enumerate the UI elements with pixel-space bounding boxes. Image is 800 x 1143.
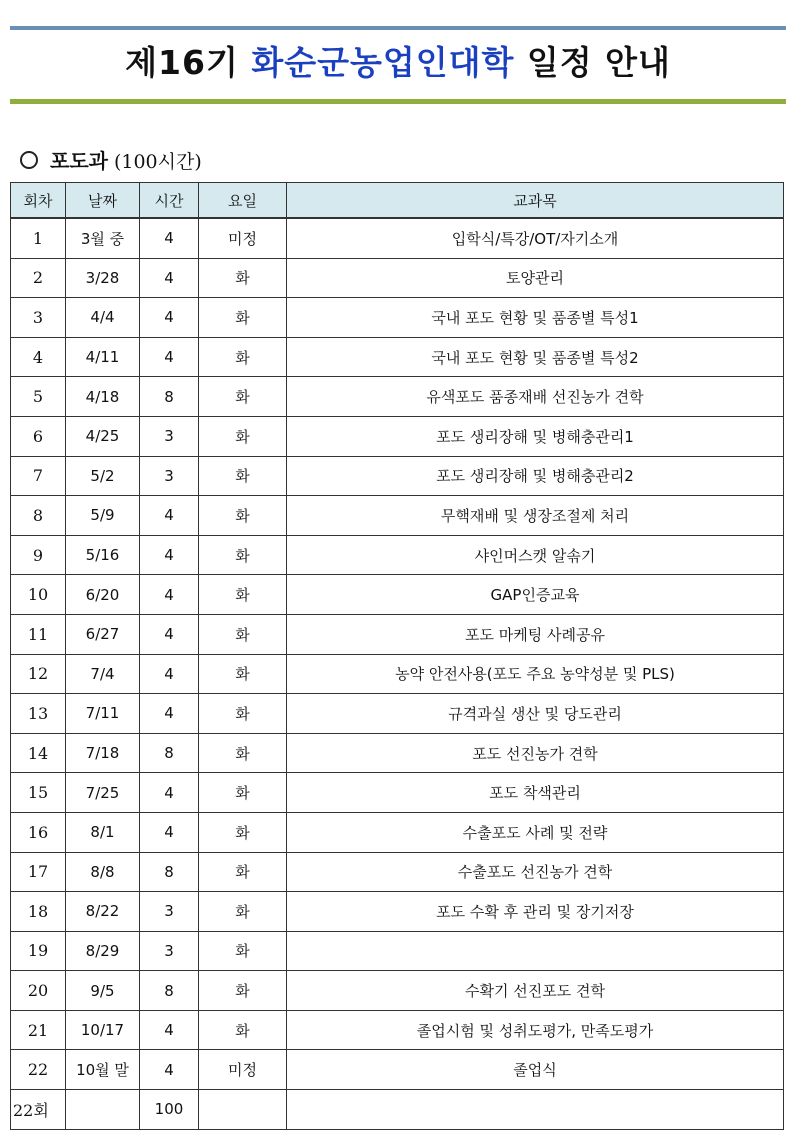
day-cell: 화 [199,456,287,496]
round-cell: 6 [11,416,66,456]
day-cell: 화 [199,971,287,1011]
hours-cell: 4 [140,337,199,377]
hours-cell: 4 [140,1050,199,1090]
day-cell: 화 [199,852,287,892]
date-cell: 3월 중 [66,218,140,258]
table-header-row [11,183,784,219]
date-cell: 8/29 [66,931,140,971]
schedule-body [11,218,784,1129]
hours-cell: 4 [140,496,199,536]
table-row [11,575,784,615]
date-cell: 3/28 [66,258,140,298]
column-header-subject: 교과목 [287,183,784,219]
table-row [11,654,784,694]
day-cell [199,1090,287,1130]
hours-cell: 4 [140,614,199,654]
day-cell: 미정 [199,1050,287,1090]
date-cell: 5/16 [66,535,140,575]
table-row [11,496,784,536]
day-cell: 화 [199,694,287,734]
subject-cell: 수확기 선진포도 견학 [287,971,784,1011]
subject-cell: 포도 수확 후 관리 및 장기저장 [287,892,784,932]
table-row [11,694,784,734]
hours-cell: 3 [140,416,199,456]
day-cell: 화 [199,892,287,932]
table-row [11,218,784,258]
round-cell: 13 [11,694,66,734]
column-header-date: 날짜 [66,183,140,219]
date-cell: 8/1 [66,812,140,852]
column-header-round: 회차 [11,183,66,219]
table-row [11,377,784,417]
schedule-table [10,182,784,1130]
day-cell: 화 [199,812,287,852]
subject-cell [287,1090,784,1130]
table-row [11,1050,784,1090]
day-cell: 화 [199,416,287,456]
date-cell: 4/11 [66,337,140,377]
subject-cell: 졸업시험 및 성취도평가, 만족도평가 [287,1010,784,1050]
section-name: 포도과 [50,149,108,173]
round-cell: 12 [11,654,66,694]
round-cell: 16 [11,812,66,852]
subject-cell: 샤인머스캣 알솎기 [287,535,784,575]
subject-cell: 수출포도 사례 및 전략 [287,812,784,852]
day-cell: 화 [199,298,287,338]
title-suffix: 일정 안내 [514,43,671,82]
circle-bullet-icon [20,151,38,169]
section-heading [20,146,202,177]
date-cell: 8/8 [66,852,140,892]
round-cell: 3 [11,298,66,338]
hours-cell: 4 [140,812,199,852]
round-cell: 7 [11,456,66,496]
date-cell: 4/25 [66,416,140,456]
hours-cell: 4 [140,218,199,258]
day-cell: 화 [199,337,287,377]
day-cell: 화 [199,535,287,575]
date-cell [66,1090,140,1130]
day-cell: 화 [199,575,287,615]
date-cell: 7/18 [66,733,140,773]
round-cell: 5 [11,377,66,417]
hours-cell: 4 [140,258,199,298]
subject-cell [287,931,784,971]
subject-cell: 국내 포도 현황 및 품종별 특성1 [287,298,784,338]
subject-cell: 포도 마케팅 사례공유 [287,614,784,654]
hours-cell: 4 [140,694,199,734]
date-cell: 4/18 [66,377,140,417]
subject-cell: 입학식/특강/OT/자기소개 [287,218,784,258]
subject-cell: 포도 선진농가 견학 [287,733,784,773]
round-cell: 1 [11,218,66,258]
hours-cell: 3 [140,931,199,971]
round-cell: 9 [11,535,66,575]
table-row [11,892,784,932]
round-cell: 15 [11,773,66,813]
subject-cell: 수출포도 선진농가 견학 [287,852,784,892]
hours-cell: 4 [140,535,199,575]
day-cell: 화 [199,496,287,536]
hours-cell: 4 [140,298,199,338]
date-cell: 7/25 [66,773,140,813]
column-header-day: 요일 [199,183,287,219]
round-cell: 10 [11,575,66,615]
round-cell: 4 [11,337,66,377]
subject-cell: 규격과실 생산 및 당도관리 [287,694,784,734]
day-cell: 화 [199,377,287,417]
day-cell: 화 [199,773,287,813]
table-row [11,733,784,773]
table-row [11,931,784,971]
date-cell: 4/4 [66,298,140,338]
page-title [10,38,786,88]
subject-cell: 포도 착색관리 [287,773,784,813]
subject-cell: 포도 생리장해 및 병해충관리1 [287,416,784,456]
date-cell: 6/27 [66,614,140,654]
subject-cell: 국내 포도 현황 및 품종별 특성2 [287,337,784,377]
day-cell: 화 [199,931,287,971]
date-cell: 7/11 [66,694,140,734]
date-cell: 10/17 [66,1010,140,1050]
table-row [11,416,784,456]
round-cell: 8 [11,496,66,536]
table-row [11,1010,784,1050]
column-header-hours: 시간 [140,183,199,219]
hours-cell: 4 [140,654,199,694]
subject-cell: 토양관리 [287,258,784,298]
day-cell: 화 [199,614,287,654]
title-top-rule [10,26,786,30]
table-row [11,337,784,377]
day-cell: 화 [199,1010,287,1050]
day-cell: 화 [199,654,287,694]
subject-cell: 유색포도 품종재배 선진농가 견학 [287,377,784,417]
section-hours: (100시간) [113,151,202,173]
round-cell: 18 [11,892,66,932]
date-cell: 9/5 [66,971,140,1011]
hours-cell: 3 [140,892,199,932]
table-row [11,852,784,892]
round-cell: 22 [11,1050,66,1090]
day-cell: 미정 [199,218,287,258]
round-cell: 21 [11,1010,66,1050]
date-cell: 10월 말 [66,1050,140,1090]
hours-cell: 8 [140,852,199,892]
table-row [11,298,784,338]
hours-cell: 4 [140,1010,199,1050]
table-row [11,812,784,852]
hours-cell: 8 [140,733,199,773]
date-cell: 7/4 [66,654,140,694]
day-cell: 화 [199,258,287,298]
round-cell: 14 [11,733,66,773]
subject-cell: 농약 안전사용(포도 주요 농약성분 및 PLS) [287,654,784,694]
hours-cell: 8 [140,971,199,1011]
round-cell: 19 [11,931,66,971]
date-cell: 8/22 [66,892,140,932]
round-cell: 20 [11,971,66,1011]
title-prefix: 제16기 [125,43,252,82]
round-cell: 17 [11,852,66,892]
table-row [11,258,784,298]
table-row [11,971,784,1011]
day-cell: 화 [199,733,287,773]
date-cell: 6/20 [66,575,140,615]
round-cell: 22회 [11,1090,66,1130]
hours-cell: 3 [140,456,199,496]
subject-cell: GAP인증교육 [287,575,784,615]
round-cell: 11 [11,614,66,654]
table-row [11,773,784,813]
hours-cell: 8 [140,377,199,417]
subject-cell: 졸업식 [287,1050,784,1090]
date-cell: 5/2 [66,456,140,496]
subject-cell: 무핵재배 및 생장조절제 처리 [287,496,784,536]
table-row [11,614,784,654]
round-cell: 2 [11,258,66,298]
subject-cell: 포도 생리장해 및 병해충관리2 [287,456,784,496]
date-cell: 5/9 [66,496,140,536]
title-accent: 화순군농업인대학 [251,43,515,82]
title-bottom-rule [10,99,786,104]
table-row [11,535,784,575]
hours-cell: 100 [140,1090,199,1130]
table-total-row [11,1090,784,1130]
table-row [11,456,784,496]
hours-cell: 4 [140,773,199,813]
hours-cell: 4 [140,575,199,615]
